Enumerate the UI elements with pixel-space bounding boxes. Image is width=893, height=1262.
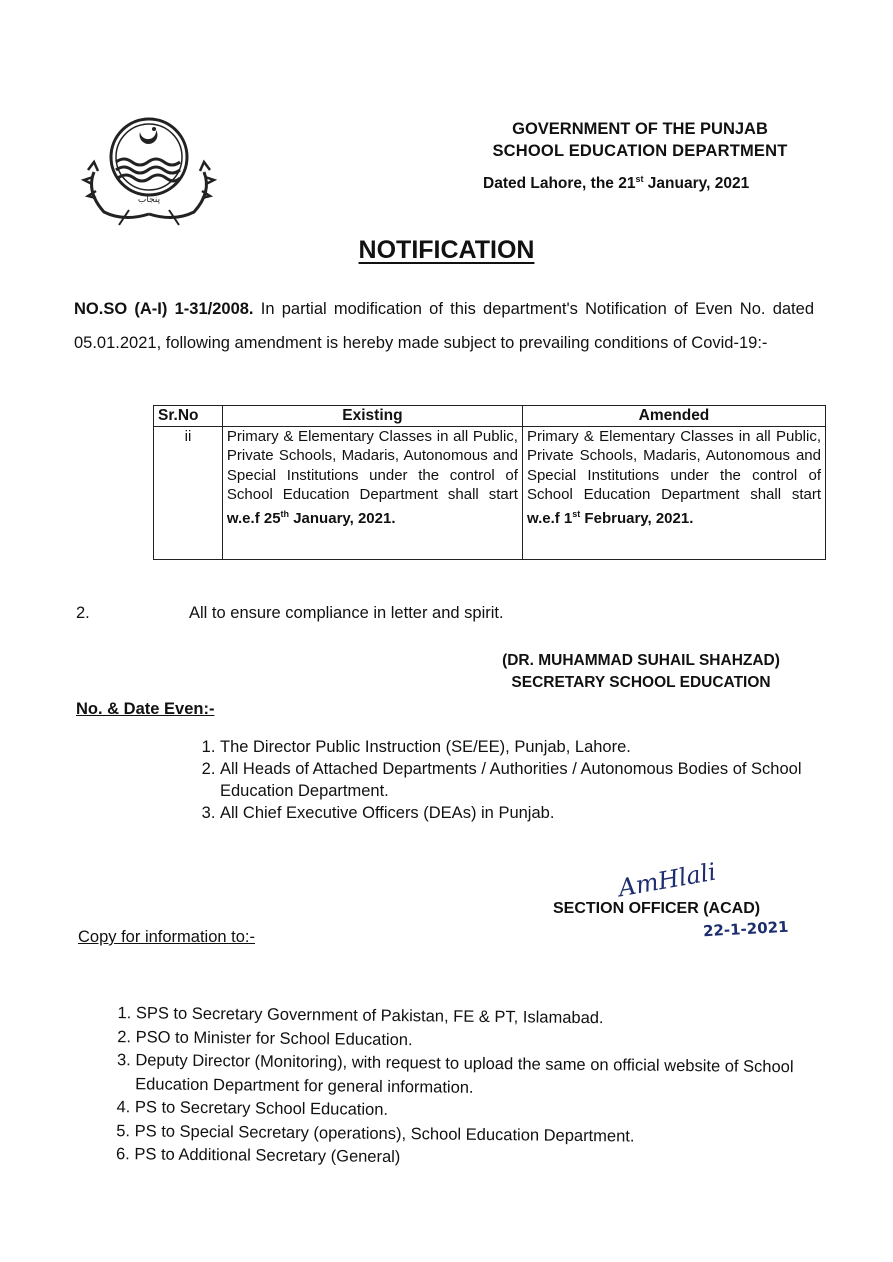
copy-heading: Copy for information to:- — [78, 928, 255, 946]
handwritten-signature: AmHlali — [616, 857, 719, 903]
list-item: 2. PSO to Minister for School Education. — [136, 1026, 826, 1057]
signatory-designation: SECRETARY SCHOOL EDUCATION — [511, 674, 771, 691]
amendment-table — [153, 405, 826, 560]
existing-cell: Primary & Elementary Classes in all Public, Private Schools, Madaris, Autonomous and Special Institutions under the control of School Education Department shall start w.e.f 25th January, 2021. — [222, 426, 522, 559]
header-government: GOVERNMENT OF THE PUNJAB — [512, 120, 768, 138]
signatory-name: (DR. MUHAMMAD SUHAIL SHAHZAD) — [502, 652, 780, 669]
existing-wef: w.e.f 25th January, 2021. — [226, 508, 396, 527]
list-item: 4. PS to Secretary School Education. — [135, 1096, 825, 1127]
list-item: 1. SPS to Secretary Government of Pakistan, FE & PT, Islamabad. — [136, 1002, 826, 1033]
dated-line: Dated Lahore, the 21st January, 2021 — [483, 174, 750, 193]
even-heading: No. & Date Even:- — [76, 700, 215, 718]
list-item: 5. PS to Special Secretary (operations), School Education Department. — [135, 1120, 825, 1151]
column-header-amended: Amended — [522, 406, 825, 427]
list-item: 3. All Chief Executive Officers (DEAs) in Punjab. — [220, 802, 820, 824]
section-officer-title: SECTION OFFICER (ACAD) — [553, 900, 761, 917]
department-header — [420, 118, 860, 162]
list-item: 6. PS to Additional Secretary (General) — [134, 1143, 824, 1174]
list-item: 3. Deputy Director (Monitoring), with request to upload the same on official website of School Education Department for general information. — [135, 1049, 825, 1103]
table-row — [154, 426, 826, 559]
copy-distribution-list — [106, 1002, 826, 1174]
row-srno: ii — [154, 426, 223, 559]
emblem-script-text: پنجاب — [137, 195, 161, 205]
column-header-srno: Sr.No — [154, 406, 223, 427]
para2-number: 2. — [76, 604, 90, 622]
list-item: 2. All Heads of Attached Departments / Authorities / Autonomous Bodies of School Education Department. — [220, 758, 820, 802]
header-department: SCHOOL EDUCATION DEPARTMENT — [492, 142, 788, 160]
handwritten-date: 22-1-2021 — [702, 917, 789, 941]
notification-title: NOTIFICATION — [358, 236, 535, 264]
notification-reference: NO.SO (A-I) 1-31/2008. — [74, 300, 254, 318]
para2-text: All to ensure compliance in letter and spirit. — [189, 604, 504, 622]
list-item: 1. The Director Public Instruction (SE/EE), Punjab, Lahore. — [220, 736, 820, 758]
even-distribution-list — [190, 736, 820, 824]
amended-cell: Primary & Elementary Classes in all Public, Private Schools, Madaris, Autonomous and Special Institutions under the control of School Education Department shall start w.e.f 1st February, 2021. — [522, 426, 825, 559]
signatory-block — [476, 650, 806, 694]
punjab-government-emblem-icon — [74, 112, 224, 232]
table-header-row — [154, 406, 826, 427]
intro-paragraph: NO.SO (A-I) 1-31/2008. In partial modification of this department's Notification of Even No. dated 05.01.2021, following amendment is hereby made subject to prevailing conditions of Covid-19:- — [74, 300, 814, 352]
amended-wef: w.e.f 1st February, 2021. — [526, 508, 694, 527]
column-header-existing: Existing — [222, 406, 522, 427]
